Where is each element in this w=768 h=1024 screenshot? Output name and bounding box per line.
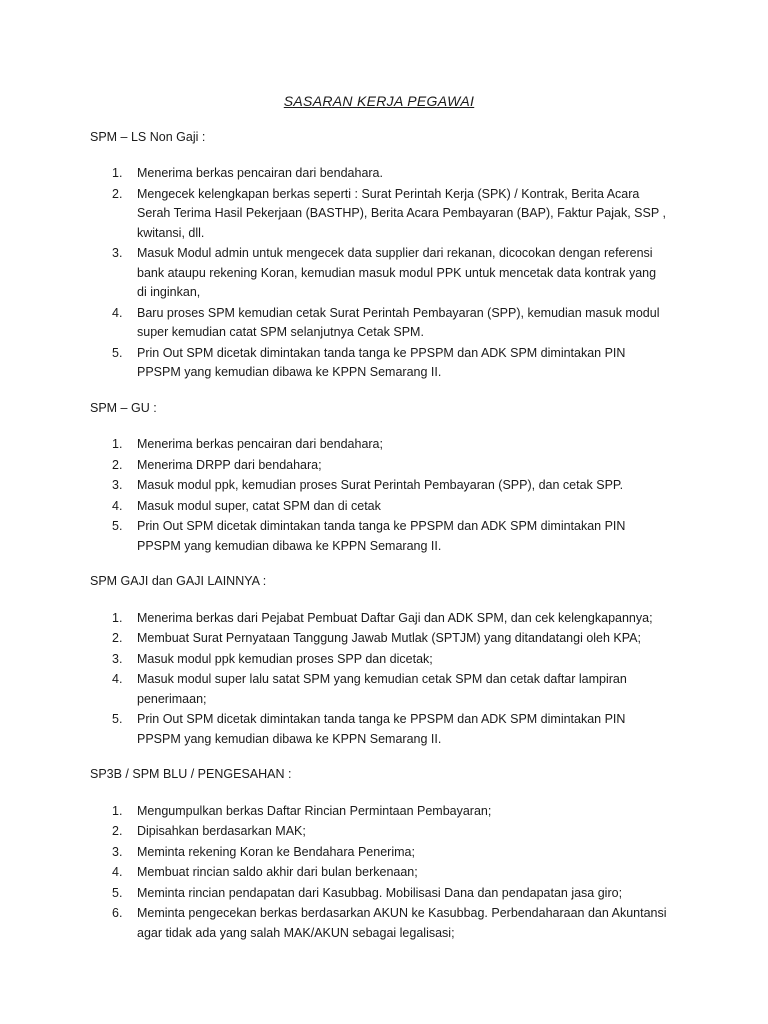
list-number: 4.	[112, 498, 123, 513]
section-heading: SP3B / SPM BLU / PENGESAHAN :	[90, 767, 292, 781]
list-number: 5.	[112, 519, 123, 533]
list-item	[90, 802, 668, 822]
document-title: SASARAN KERJA PEGAWAI	[283, 93, 475, 109]
list-item-text: Menerima berkas dari Pejabat Pembuat Daftar Gaji dan ADK SPM, dan cek kelengkapannya;	[137, 610, 653, 625]
list-item	[90, 344, 668, 383]
list-number: 2.	[112, 824, 123, 838]
list-item-text: Membuat rincian saldo akhir dari bulan berkenaan;	[137, 865, 418, 879]
list-item-text: Meminta rekening Koran ke Bendahara Penerima;	[137, 844, 415, 859]
list-item-text: Masuk modul ppk kemudian proses SPP dan dicetak;	[137, 651, 433, 666]
list-item	[90, 244, 668, 303]
list-number: 1.	[112, 803, 123, 818]
section-spm-ls-non-gaji	[90, 128, 668, 383]
numbered-list	[90, 164, 668, 383]
list-item	[90, 497, 668, 517]
list-item	[90, 710, 668, 749]
list-item-text: Prin Out SPM dicetak dimintakan tanda tanga ke PPSPM dan ADK SPM dimintakan PIN PPSPM yang kemudian dibawa ke KPPN Semarang II.	[137, 712, 626, 746]
list-item-text: Prin Out SPM dicetak dimintakan tanda tanga ke PPSPM dan ADK SPM dimintakan PIN PPSPM yang kemudian dibawa ke KPPN Semarang II.	[137, 519, 626, 553]
list-number: 3.	[112, 844, 123, 859]
list-number: 3.	[112, 651, 123, 666]
numbered-list	[90, 609, 668, 750]
list-number: 2.	[112, 457, 123, 472]
list-number: 1.	[112, 166, 123, 180]
list-item-text: Prin Out SPM dicetak dimintakan tanda tanga ke PPSPM dan ADK SPM dimintakan PIN PPSPM yang kemudian dibawa ke KPPN Semarang II.	[137, 345, 626, 379]
list-item-text: Masuk modul ppk, kemudian proses Surat Perintah Pembayaran (SPP), dan cetak SPP.	[137, 478, 624, 492]
list-number: 4.	[112, 305, 123, 320]
list-number: 5.	[112, 345, 123, 360]
list-number: 5.	[112, 712, 123, 726]
list-number: 3.	[112, 478, 123, 492]
list-item	[90, 185, 668, 244]
list-item	[90, 670, 668, 709]
list-item	[90, 609, 668, 629]
list-number: 2.	[112, 631, 123, 645]
list-item-text: Masuk modul super, catat SPM dan di cetak	[137, 498, 381, 513]
list-item-text: Dipisahkan berdasarkan MAK;	[137, 824, 306, 838]
list-number: 4.	[112, 672, 123, 686]
list-item	[90, 904, 668, 943]
list-number: 6.	[112, 906, 123, 920]
list-item	[90, 629, 668, 649]
list-item	[90, 435, 668, 455]
list-item-text: Meminta rincian pendapatan dari Kasubbag. Mobilisasi Dana dan pendapatan jasa giro;	[137, 885, 623, 900]
list-item-text: Meminta pengecekan berkas berdasarkan AKUN ke Kasubbag. Perbendaharaan dan Akuntansi agar tidak ada yang salah MAK/AKUN sebagai legalisasi;	[137, 906, 667, 940]
section-heading: SPM – LS Non Gaji :	[90, 129, 206, 144]
list-item	[90, 517, 668, 556]
list-item-text: Masuk modul super lalu satat SPM yang kemudian cetak SPM dan cetak daftar lampiran penerimaan;	[137, 672, 627, 706]
list-item	[90, 164, 668, 184]
list-number: 1.	[112, 610, 123, 625]
section-heading: SPM – GU :	[90, 400, 157, 415]
list-item	[90, 304, 668, 343]
section-spm-gu	[90, 399, 668, 557]
list-number: 4.	[112, 865, 123, 879]
list-item-text: Masuk Modul admin untuk mengecek data supplier dari rekanan, dicocokan dengan referensi bank ataupu rekening Koran, kemudian masuk modul PPK untuk mencetak data kontrak yang di inginkan,	[137, 246, 657, 299]
section-heading: SPM GAJI dan GAJI LAINNYA :	[90, 574, 267, 588]
list-number: 2.	[112, 186, 123, 201]
list-item	[90, 843, 668, 863]
list-item-text: Mengecek kelengkapan berkas seperti : Surat Perintah Kerja (SPK) / Kontrak, Berita Acara Serah Terima Hasil Pekerjaan (BASTHP), Berita Acara Pembayaran (BAP), Faktur Pajak, SSP , kwitansi, dll.	[137, 186, 666, 240]
list-item	[90, 863, 668, 883]
numbered-list	[90, 802, 668, 944]
list-item-text: Menerima DRPP dari bendahara;	[137, 457, 322, 472]
list-item	[90, 456, 668, 476]
list-number: 5.	[112, 885, 123, 900]
list-number: 3.	[112, 246, 123, 260]
list-item	[90, 650, 668, 670]
list-item-text: Baru proses SPM kemudian cetak Surat Perintah Pembayaran (SPP), kemudian masuk modul super kemudian catat SPM selanjutnya Cetak SPM.	[137, 305, 660, 339]
list-item	[90, 476, 668, 496]
list-item-text: Menerima berkas pencairan dari bendahara.	[137, 166, 383, 180]
section-sp3b-spm-blu	[90, 765, 668, 943]
list-item	[90, 884, 668, 904]
list-item	[90, 822, 668, 842]
section-spm-gaji	[90, 572, 668, 749]
numbered-list	[90, 435, 668, 556]
list-item-text: Membuat Surat Pernyataan Tanggung Jawab Mutlak (SPTJM) yang ditandatangi oleh KPA;	[137, 631, 641, 645]
list-number: 1.	[112, 437, 123, 451]
list-item-text: Menerima berkas pencairan dari bendahara;	[137, 437, 383, 451]
list-item-text: Mengumpulkan berkas Daftar Rincian Permintaan Pembayaran;	[137, 803, 492, 818]
